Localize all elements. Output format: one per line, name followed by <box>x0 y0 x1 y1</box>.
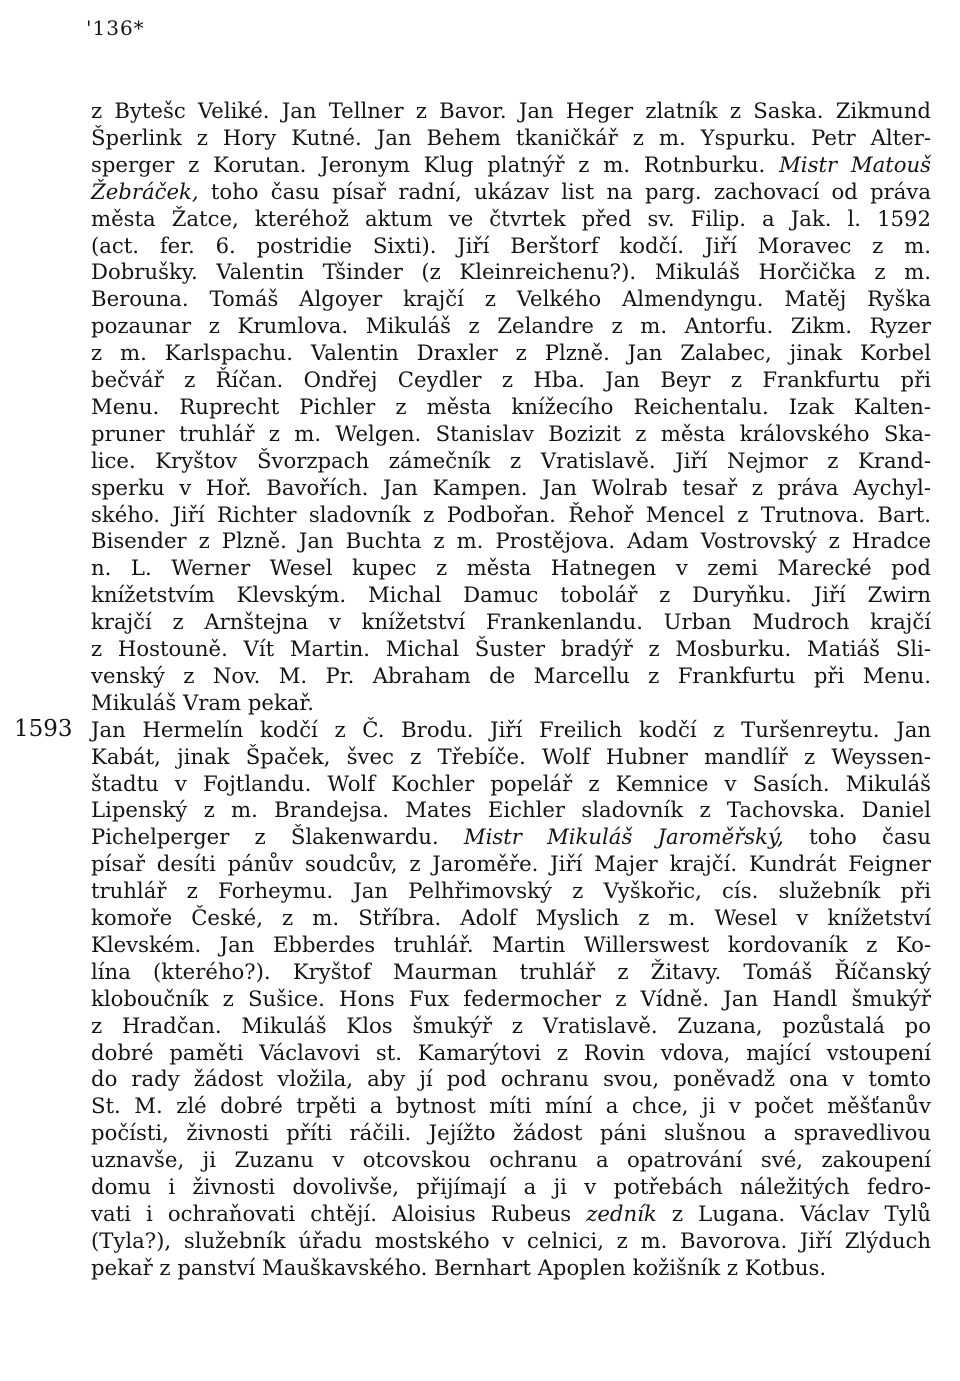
text-line <box>91 1174 931 1200</box>
text-segment: pozaunar z Krumlova. Mikuláš z Zelandre z m. Antorfu. Zikm. Ryzer <box>91 313 931 339</box>
text-line <box>91 394 931 420</box>
text-segment: krajčí z Arnštejna v knížetství Frankenlandu. Urban Mudroch krajčí <box>91 609 931 635</box>
text-line <box>91 340 931 366</box>
text-segment: kloboučník z Sušice. Hons Fux federmocher z Vídně. Jan Handl šmukýř <box>91 985 931 1011</box>
text-segment: Mikuláš Vram pekař. <box>91 689 314 715</box>
text-segment: města Žatce, kteréhož aktum ve čtvrtek před sv. Filip. a Jak. l. 1592 <box>91 205 931 231</box>
text-line <box>91 959 931 985</box>
text-line <box>91 663 931 689</box>
text-line <box>91 1093 931 1119</box>
text-line <box>91 125 931 151</box>
text-line <box>91 367 931 393</box>
text-segment: komoře České, z m. Stříbra. Adolf Myslich z m. Wesel v knížetství <box>91 905 931 930</box>
text-segment: Kabát, jinak Špaček, švec z Třebíče. Wolf Hubner mandlíř z Weyssen- <box>91 743 931 769</box>
text-segment: ského. Jiří Richter sladovník z Podbořan. Řehoř Mencel z Trutnova. Bart. <box>91 501 931 527</box>
text-line <box>91 1201 931 1227</box>
text-line <box>91 421 931 447</box>
text-line <box>91 475 931 501</box>
text-segment: (Tyla?), služebník úřadu mostského v celnici, z m. Bavorova. Jiří Zlýduch <box>91 1227 931 1253</box>
text-segment: dobré paměti Václavovi st. Kamarýtovi z Rovin vdova, mající vstoupení <box>91 1039 931 1065</box>
text-segment: z m. Karlspachu. Valentin Draxler z Plzně. Jan Zalabec, jinak Korbel <box>91 340 931 366</box>
text-segment: štadtu v Fojtlandu. Wolf Kochler popelář z Kemnice v Sasích. Mikuláš <box>91 770 931 796</box>
text-line <box>91 1255 931 1281</box>
text-line <box>91 555 931 581</box>
text-segment: n. L. Werner Wesel kupec z města Hatnegen v zemi Marecké pod <box>91 555 931 581</box>
text-segment: domu i živnosti dovolivše, přijímají a ji v potřebách náležitých fedro- <box>91 1174 931 1199</box>
text-segment: knížetstvím Klevským. Michal Damuc tobolář z Duryňku. Jiří Zwirn <box>91 582 931 608</box>
text-segment: Jan Hermelín kodčí z Č. Brodu. Jiří Freilich kodčí z Turšenreytu. Jan <box>91 716 931 742</box>
text-line <box>91 797 931 823</box>
text-segment: do rady žádost vložila, aby jí pod ochranu svou, poněvadž ona v tomto <box>91 1066 931 1092</box>
text-segment: Dobrušky. Valentin Tšinder (z Kleinreichenu?). Mikuláš Horčička z m. <box>91 259 931 285</box>
text-segment: z Bytešc Veliké. Jan Tellner z Bavor. Jan Heger zlatník z Saska. Zikmund <box>91 98 931 123</box>
text-segment: St. M. zlé dobré trpěti a bytnost míti míní a chce, ji v počet měšťanův <box>91 1093 931 1119</box>
text-segment: lína (kterého?). Kryštof Maurman truhlář z Žitavy. Tomáš Říčanský <box>91 958 931 984</box>
year-marker: 1593 <box>14 715 73 742</box>
text-segment: Menu. Ruprecht Pichler z města knížecího Reichentalu. Izak Kalten- <box>91 393 931 419</box>
text-line <box>91 1066 931 1092</box>
text-segment: pruner truhlář z m. Welgen. Stanislav Bozizit z města královského Ska- <box>91 420 931 446</box>
text-line <box>91 528 931 554</box>
text-line <box>91 690 931 716</box>
text-line <box>91 1013 931 1039</box>
text-segment: toho času <box>783 824 931 850</box>
text-line <box>91 771 931 797</box>
page-number: '136* <box>86 16 145 40</box>
text-segment: uznavše, ji Zuzanu v otcovskou ochranu a opatrování své, zakoupení <box>91 1147 931 1173</box>
text-segment: z Hostouně. Vít Martin. Michal Šuster bradýř z Mosburku. Matiáš Sli- <box>91 636 931 661</box>
text-line <box>91 582 931 608</box>
text-line <box>91 448 931 474</box>
text-segment: z Hradčan. Mikuláš Klos šmukýř z Vratislavě. Zuzana, pozůstalá po <box>91 1012 931 1038</box>
italic-text: Mistr Mikuláš Jaroměřský, <box>463 824 784 850</box>
text-segment: sperger z Korutan. Jeronym Klug platnýř z m. Rotnburku. <box>91 151 780 177</box>
text-line <box>91 851 931 877</box>
text-line <box>91 1040 931 1066</box>
text-segment: počísti, živnosti příti ráčili. Jejížto žádost páni slušnou a spravedlivou <box>91 1120 931 1146</box>
text-line <box>91 986 931 1012</box>
text-line <box>91 717 931 743</box>
text-segment: z Lugana. Václav Tylů <box>656 1200 932 1226</box>
text-line <box>91 502 931 528</box>
text-line <box>91 1120 931 1146</box>
text-line <box>91 636 931 662</box>
text-line <box>91 744 931 770</box>
text-segment: písař desíti pánův soudcův, z Jaroměře. Jiří Majer krajčí. Kundrát Feigner <box>91 851 931 877</box>
text-segment: toho času písař radní, ukázav list na parg. zachovací od práva <box>198 178 931 204</box>
text-line <box>91 932 931 958</box>
text-line <box>91 152 931 178</box>
text-line <box>91 286 931 312</box>
italic-text: Žebráček, <box>91 178 199 204</box>
text-line <box>91 233 931 259</box>
text-segment: Klevském. Jan Ebberdes truhlář. Martin Willerswest kordovaník z Ko- <box>91 931 931 957</box>
text-segment: truhlář z Forheymu. Jan Pelhřimovský z Vyškořic, cís. služebník při <box>91 878 931 904</box>
text-line <box>91 609 931 635</box>
italic-text: zedník <box>586 1200 657 1226</box>
text-line <box>91 98 931 124</box>
italic-text: Mistr Matouš <box>779 151 931 177</box>
text-segment: Berouna. Tomáš Algoyer krajčí z Velkého Almendyngu. Matěj Ryška <box>91 286 931 312</box>
text-segment: Šperlink z Hory Kutné. Jan Behem tkaničkář z m. Yspurku. Petr Alter- <box>91 124 931 150</box>
text-line <box>91 824 931 850</box>
text-line <box>91 206 931 232</box>
text-line <box>91 1228 931 1254</box>
text-segment: venský z Nov. M. Pr. Abraham de Marcellu z Frankfurtu při Menu. <box>91 662 931 688</box>
text-line <box>91 259 931 285</box>
text-line <box>91 1147 931 1173</box>
text-segment: sperku v Hoř. Bavořích. Jan Kampen. Jan Wolrab tesař z práva Aychyl- <box>91 474 931 500</box>
text-segment: bečvář z Říčan. Ondřej Ceydler z Hba. Jan Beyr z Frankfurtu při <box>91 367 931 392</box>
text-line <box>91 179 931 205</box>
text-segment: (act. fer. 6. postridie Sixti). Jiří Berštorf kodčí. Jiří Moravec z m. <box>91 232 931 258</box>
text-segment: pekař z panství Mauškavského. Bernhart Apoplen kožišník z Kotbus. <box>91 1254 827 1280</box>
text-segment: Bisender z Plzně. Jan Buchta z m. Prostějova. Adam Vostrovský z Hradce <box>91 528 931 554</box>
text-segment: vati i ochraňovati chtějí. Aloisius Rubeus <box>91 1200 587 1226</box>
text-line <box>91 878 931 904</box>
text-line <box>91 905 931 931</box>
text-line <box>91 313 931 339</box>
text-segment: Lipenský z m. Brandejsa. Mates Eichler sladovník z Tachovska. Daniel <box>91 797 931 823</box>
text-segment: lice. Kryštov Švorzpach zámečník z Vratislavě. Jiří Nejmor z Krand- <box>91 447 931 473</box>
text-segment: Pichelperger z Šlakenwardu. <box>91 824 464 850</box>
